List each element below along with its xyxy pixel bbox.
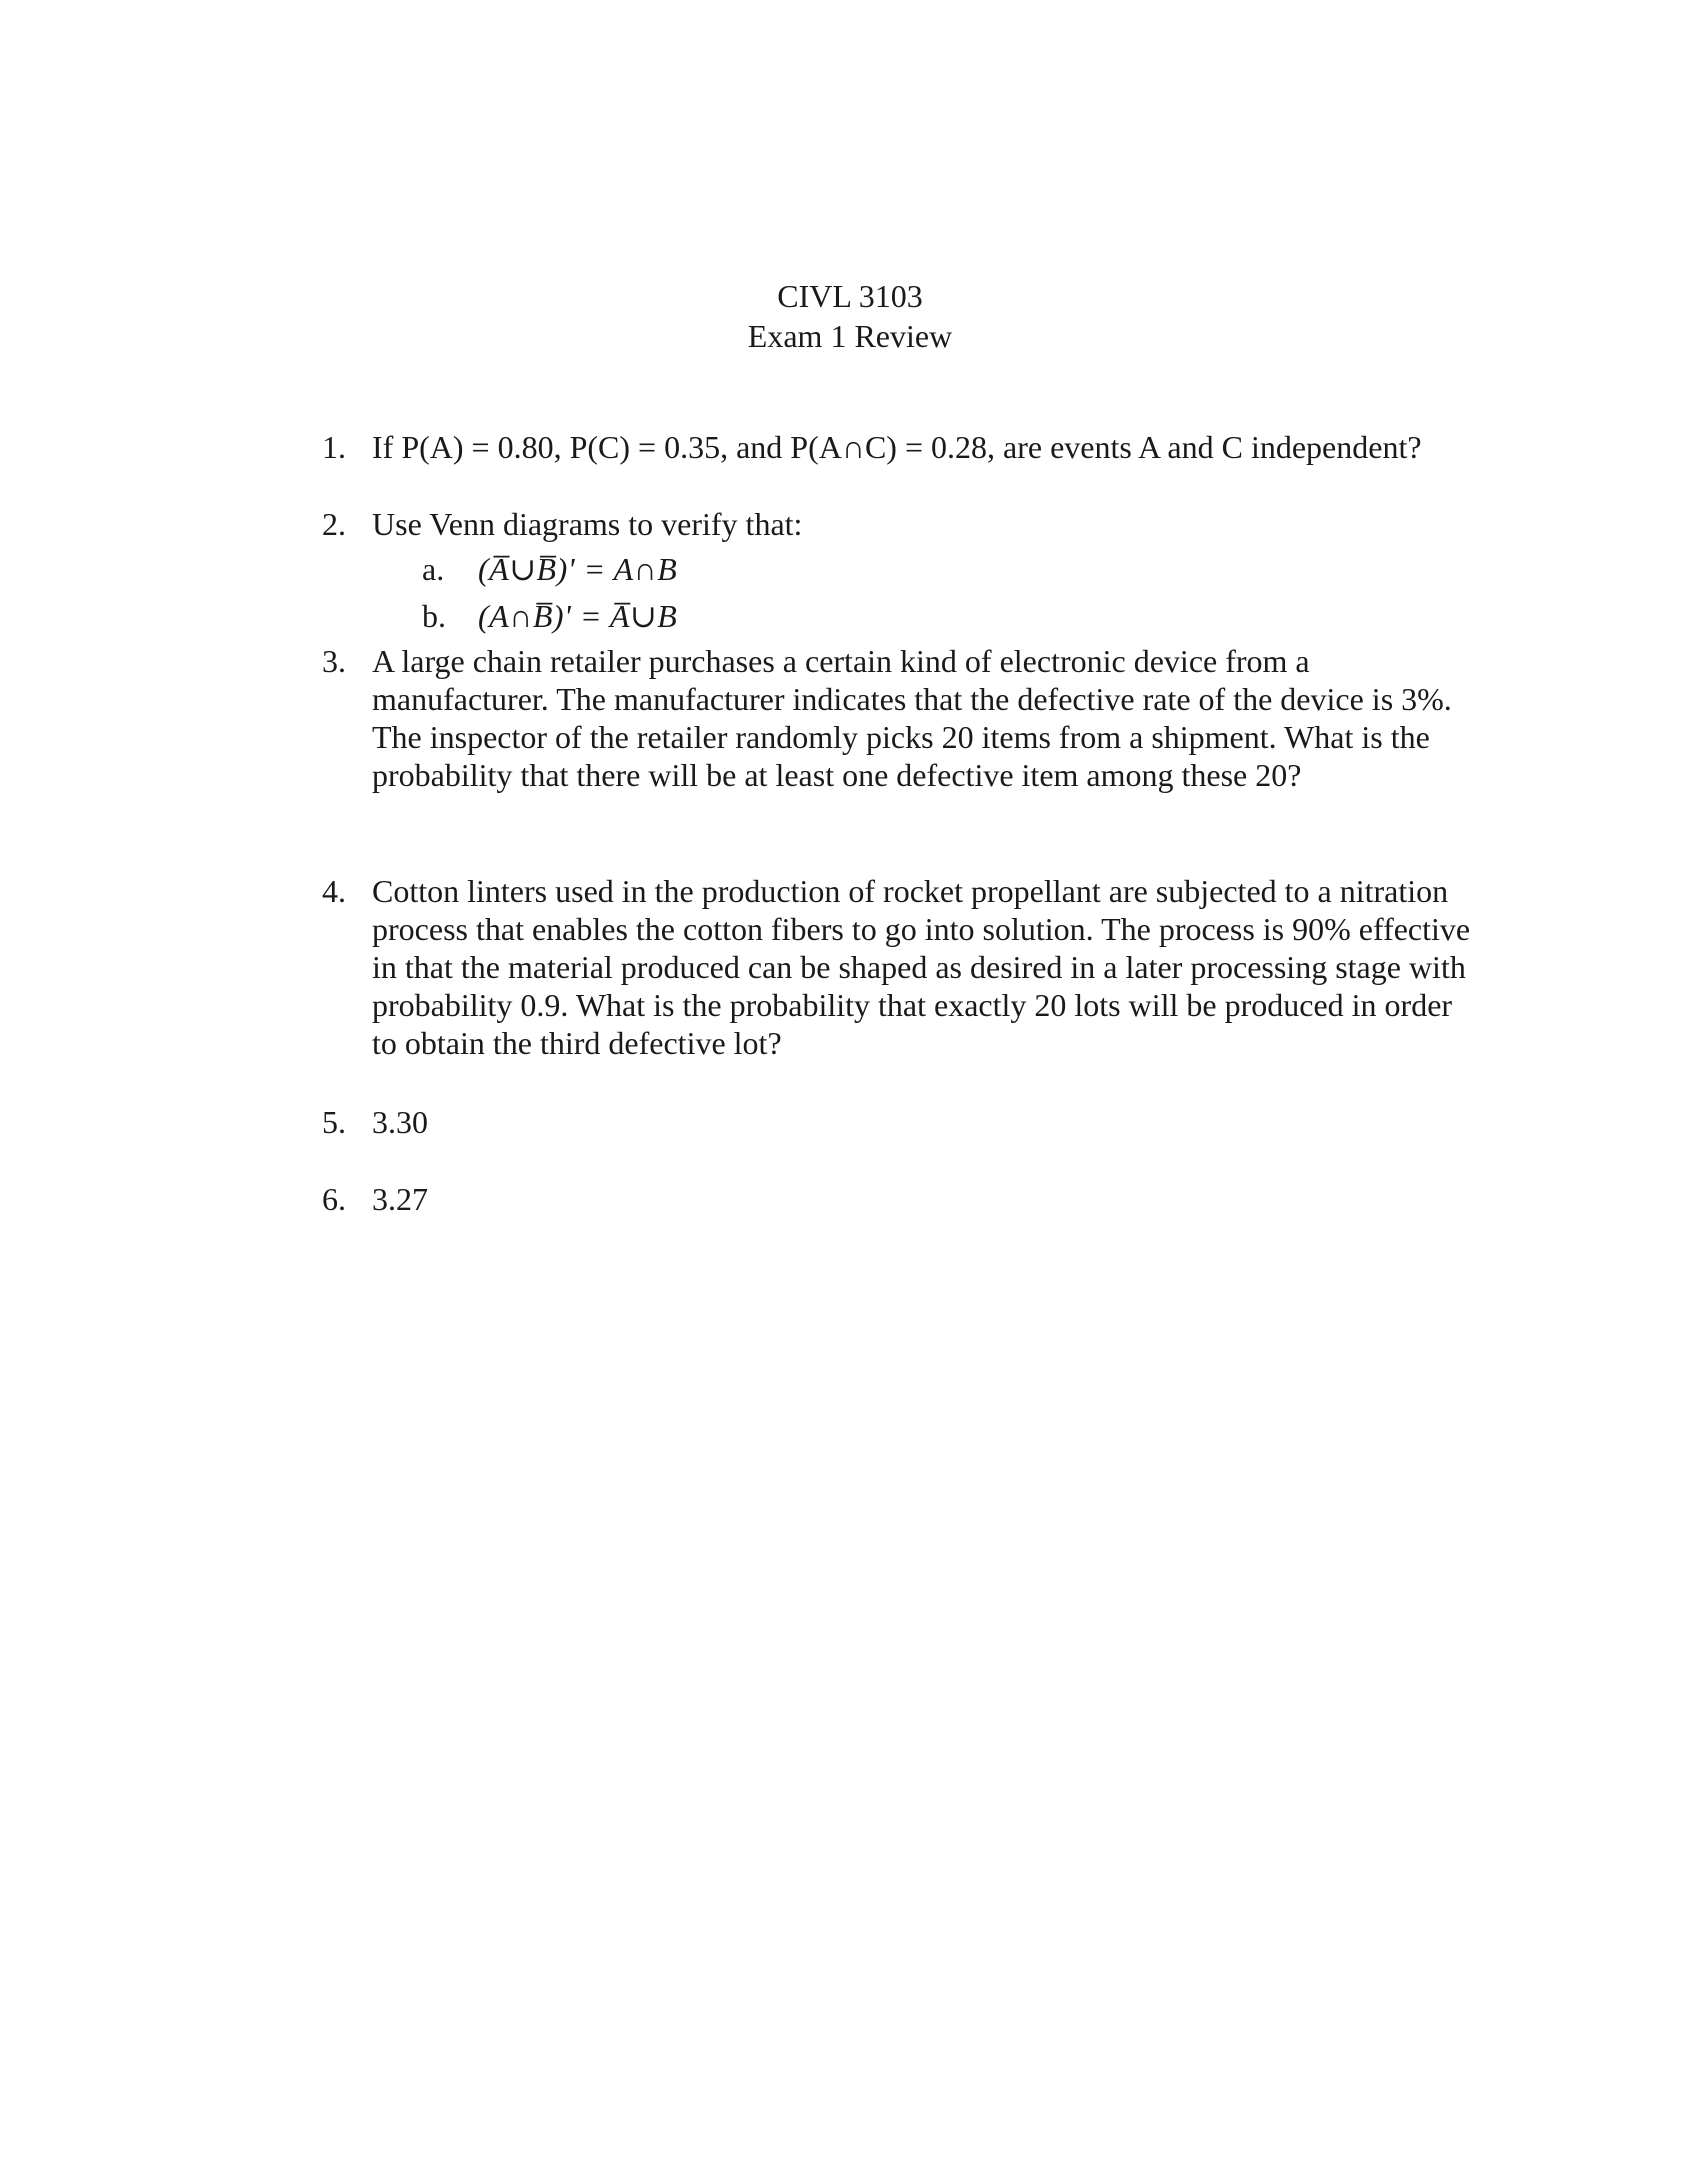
question-3 — [322, 642, 1482, 794]
part-label: b. — [422, 598, 446, 634]
question-5 — [322, 1103, 1482, 1141]
question-2 — [322, 505, 1482, 543]
set-expression: (A̅∪B̅)' = A∩B — [478, 551, 678, 587]
question-2-part-a — [422, 550, 677, 588]
question-2-part-b — [422, 597, 677, 635]
page-title: Exam 1 Review — [747, 318, 953, 354]
question-number: 5. — [322, 1104, 346, 1140]
question-1 — [322, 428, 1482, 466]
question-text: A large chain retailer purchases a certain kind of electronic device from a manufacturer. The manufacturer indicates that the defective rate of the device is 3%. The inspector of the retailer randomly picks 20 items from a shipment. What is the probability that there will be at least one defective item among these 20? — [372, 643, 1452, 793]
question-number: 4. — [322, 873, 346, 909]
set-expression: (A∩B̅)' = A̅∪B — [478, 598, 678, 634]
question-4 — [322, 872, 1482, 1062]
question-text: Use Venn diagrams to verify that: — [372, 506, 803, 542]
question-number: 1. — [322, 429, 346, 465]
question-text: 3.27 — [372, 1181, 428, 1217]
page-header — [0, 276, 1700, 356]
part-label: a. — [422, 551, 445, 587]
course-code: CIVL 3103 — [777, 278, 923, 314]
question-number: 3. — [322, 643, 346, 679]
question-text: 3.30 — [372, 1104, 428, 1140]
question-number: 2. — [322, 506, 346, 542]
question-text: Cotton linters used in the production of rocket propellant are subjected to a nitration process that enables the cotton fibers to go into solution. The process is 90% effective in that the material produced can be shaped as desired in a later processing stage with probability 0.9. What is the probability that exactly 20 lots will be produced in order to obtain the third defective lot? — [372, 873, 1471, 1061]
question-number: 6. — [322, 1181, 346, 1217]
question-text: If P(A) = 0.80, P(C) = 0.35, and P(A∩C) = 0.28, are events A and C independent? — [372, 429, 1422, 465]
question-6 — [322, 1180, 1482, 1218]
